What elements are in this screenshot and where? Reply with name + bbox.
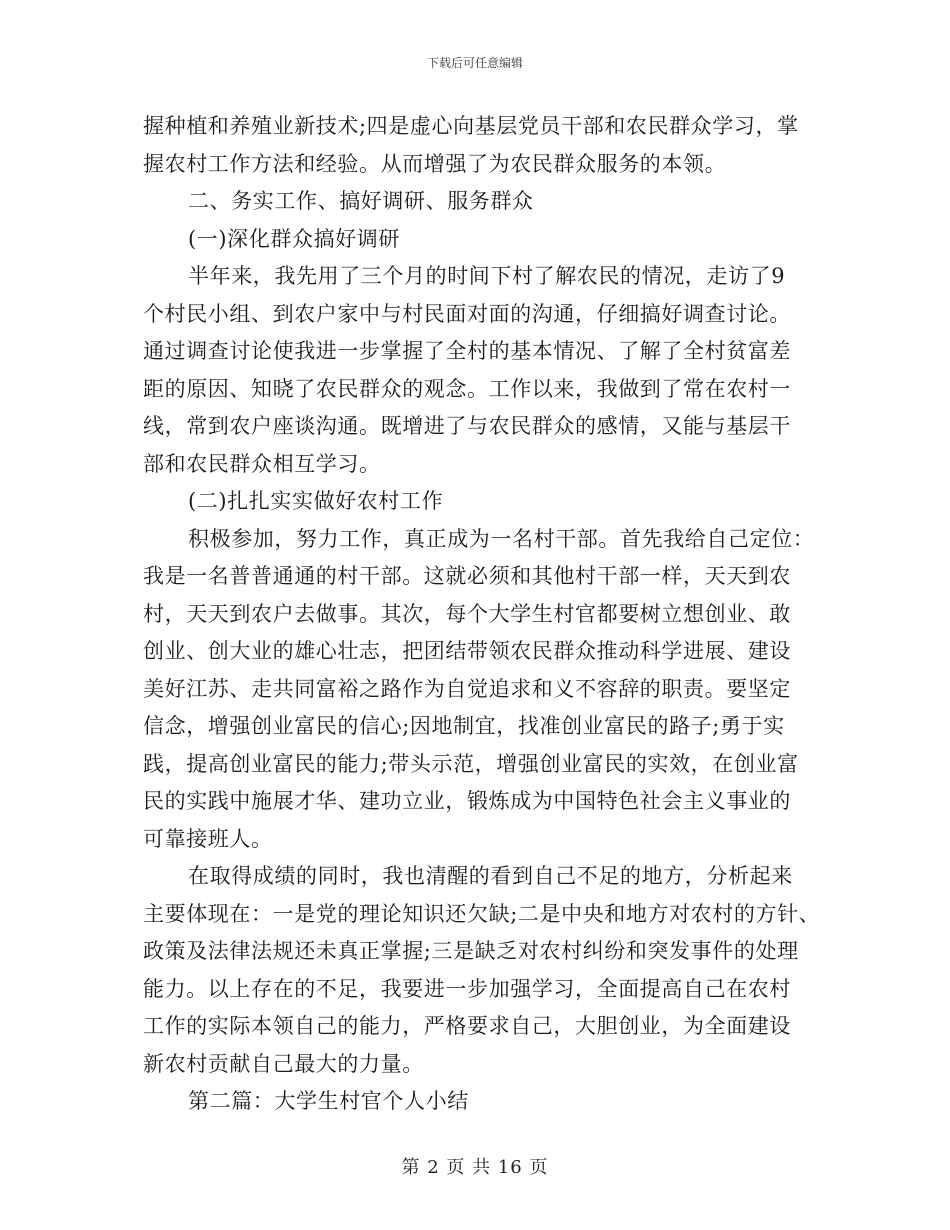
page-number: 第 2 页 共 16 页: [401, 1157, 549, 1178]
body-line: 工作的实际本领自己的能力，严格要求自己，大胆创业，为全面建设: [143, 1014, 791, 1038]
body-line: 政策及法律法规还未真正掌握;三是缺乏对农村纠纷和突发事件的处理: [143, 939, 799, 963]
body-line: 创业、创大业的雄心壮志，把团结带领农民群众推动科学进展、建设: [143, 639, 791, 663]
body-line: 个村民小组、到农户家中与村民面对面的沟通，仔细搞好调查讨论。: [143, 301, 791, 326]
body-line: 积极参加，努力工作，真正成为一名村干部。首先我给自己定位：: [188, 526, 815, 551]
body-line: 部和农民群众相互学习。: [143, 451, 381, 476]
body-line: 握农村工作方法和经验。从而增强了为农民群众服务的本领。: [143, 151, 727, 176]
body-line: 新农村贡献自己最大的力量。: [143, 1051, 424, 1076]
body-line: 可靠接班人。: [143, 826, 273, 851]
section-heading: 二、务实工作、搞好调研、服务群众: [188, 189, 534, 213]
header-note: 下载后可任意编辑: [426, 56, 523, 70]
body-line: 能力。以上存在的不足，我要进一步加强学习，全面提高自己在农村: [143, 976, 791, 1001]
body-line: 信念，增强创业富民的信心;因地制宜，找准创业富民的路子;勇于实: [143, 714, 785, 738]
body-line: 通过调查讨论使我进一步掌握了全村的基本情况、了解了全村贫富差: [143, 339, 791, 363]
body-line: 村，天天到农户去做事。其次，每个大学生村官都要树立想创业、敢: [143, 601, 791, 626]
body-line: 美好江苏、走共同富裕之路作为自觉追求和义不容辞的职责。要坚定: [143, 676, 791, 701]
subsection-heading: (二)扎扎实实做好农村工作: [188, 489, 444, 513]
body-line: 民的实践中施展才华、建功立业，锻炼成为中国特色社会主义事业的: [143, 789, 791, 813]
body-line: 在取得成绩的同时，我也清醒的看到自己不足的地方，分析起来: [188, 864, 793, 888]
body-line: 半年来，我先用了三个月的时间下村了解农民的情况，走访了9: [188, 264, 786, 288]
body-line: 线，常到农户座谈沟通。既增进了与农民群众的感情，又能与基层干: [143, 414, 791, 438]
body-line: 主要体现在：一是党的理论知识还欠缺;二是中央和地方对农村的方针、: [143, 901, 821, 926]
subsection-heading: (一)深化群众搞好调研: [188, 226, 400, 251]
body-line: 我是一名普普通通的村干部。这就必须和其他村干部一样，天天到农: [143, 564, 791, 588]
chapter-heading: 第二篇：大学生村官个人小结: [188, 1089, 469, 1113]
body-line: 握种植和养殖业新技术;四是虚心向基层党员干部和农民群众学习，掌: [143, 114, 799, 138]
document-body: [143, 108, 821, 1121]
body-line: 距的原因、知晓了农民群众的观念。工作以来，我做到了常在农村一: [143, 376, 791, 401]
body-line: 践，提高创业富民的能力;带头示范，增强创业富民的实效，在创业富: [143, 751, 799, 776]
